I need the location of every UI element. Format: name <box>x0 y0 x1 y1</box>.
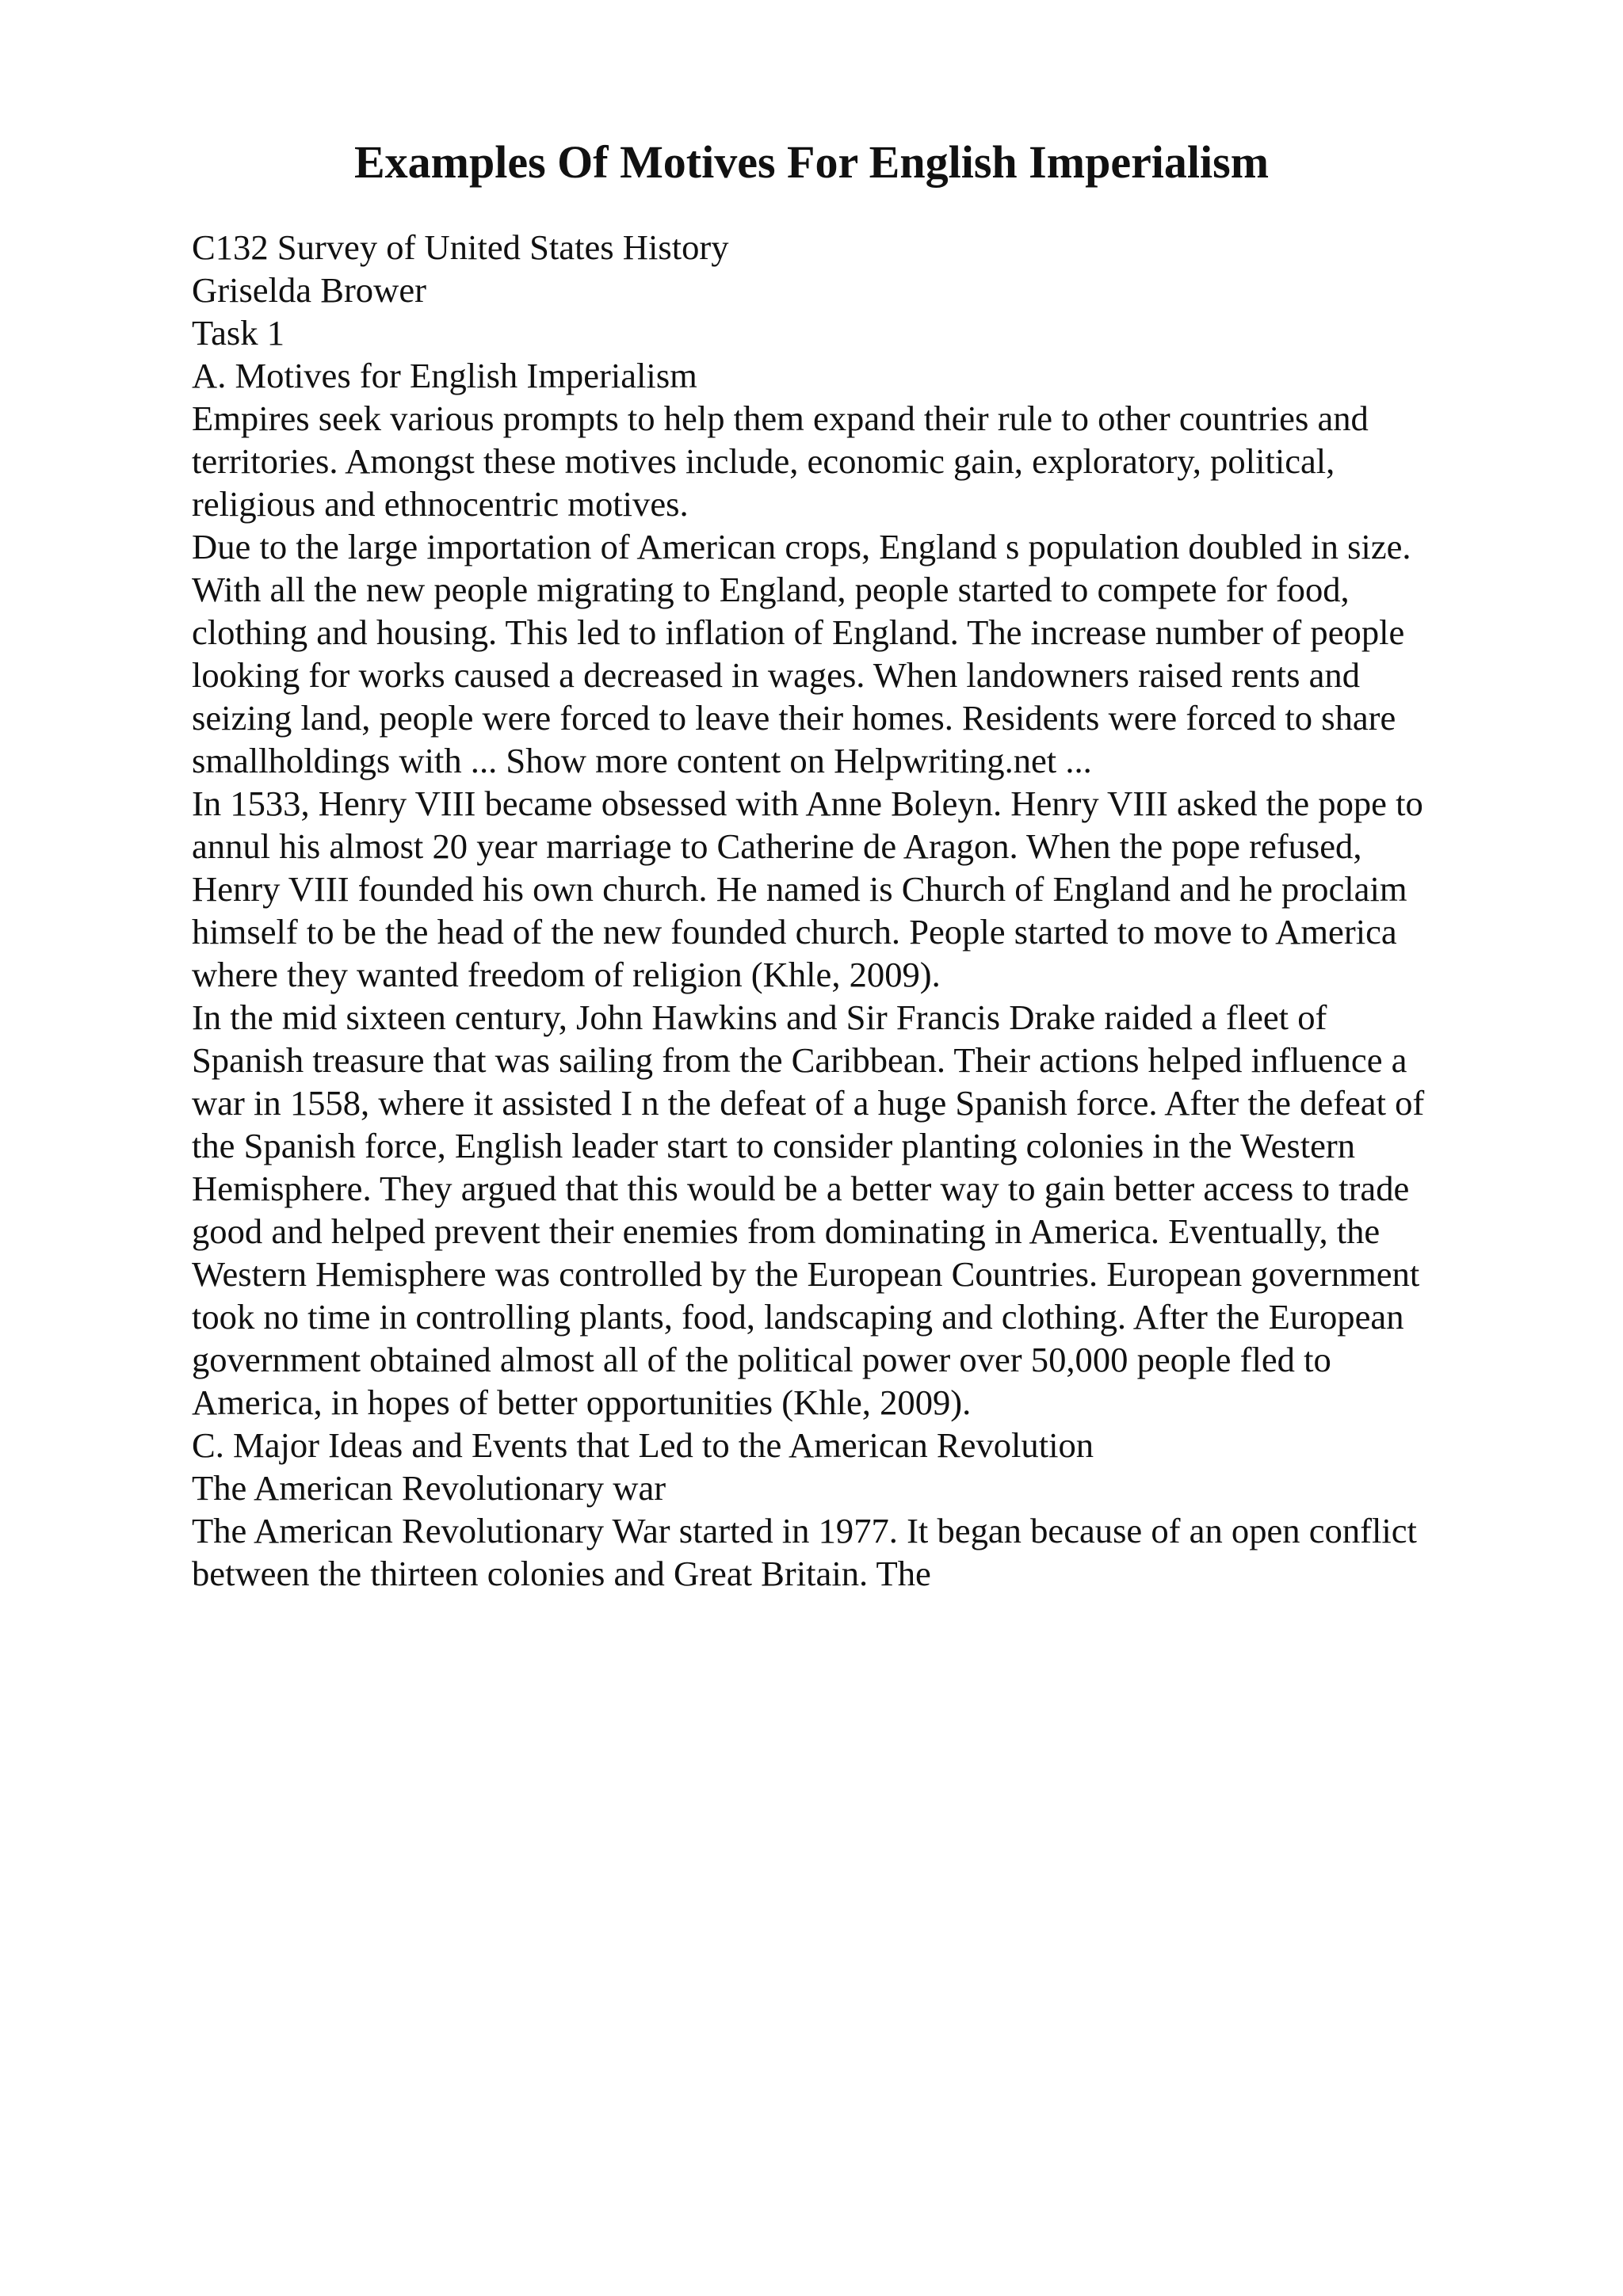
body-line: government obtained almost all of the political power over 50,000 people fled to <box>192 1340 1331 1379</box>
body-line: annul his almost 20 year marriage to Catherine de Aragon. When the pope refused, <box>192 826 1362 866</box>
subheading-line: The American Revolutionary war <box>192 1468 666 1508</box>
body-line: good and helped prevent their enemies from dominating in America. Eventually, the <box>192 1211 1381 1251</box>
body-line: territories. Amongst these motives include, economic gain, exploratory, political, <box>192 441 1335 481</box>
body-line: war in 1558, where it assisted I n the defeat of a huge Spanish force. After the defeat of <box>192 1083 1425 1123</box>
body-line: himself to be the head of the new founded church. People started to move to America <box>192 912 1397 952</box>
body-line: In 1533, Henry VIII became obsessed with Anne Boleyn. Henry VIII asked the pope to <box>192 784 1423 823</box>
body-line: The American Revolutionary War started in 1977. It began because of an open conflict <box>192 1511 1417 1550</box>
section-heading-a: A. Motives for English Imperialism <box>192 356 697 395</box>
course-line: C132 Survey of United States History <box>192 227 729 267</box>
body-line: seizing land, people were forced to leave their homes. Residents were forced to share <box>192 698 1396 738</box>
body-line: Spanish treasure that was sailing from the Caribbean. Their actions helped influence a <box>192 1040 1407 1080</box>
document-body <box>192 226 1491 1595</box>
body-line: In the mid sixteen century, John Hawkins and Sir Francis Drake raided a fleet of <box>192 997 1327 1037</box>
body-line: Empires seek various prompts to help them expand their rule to other countries and <box>192 399 1369 438</box>
body-line: between the thirteen colonies and Great Britain. The <box>192 1554 931 1593</box>
section-heading-c: C. Major Ideas and Events that Led to the American Revolution <box>192 1425 1094 1465</box>
body-line: the Spanish force, English leader start to consider planting colonies in the Western <box>192 1126 1356 1165</box>
body-line: Western Hemisphere was controlled by the European Countries. European government <box>192 1254 1420 1294</box>
task-line: Task 1 <box>192 313 285 353</box>
body-line: America, in hopes of better opportunities (Khle, 2009). <box>192 1383 972 1422</box>
document-title: Examples Of Motives For English Imperialism <box>353 136 1270 188</box>
body-line: Due to the large importation of American crops, England s population doubled in size. <box>192 527 1411 566</box>
body-line: With all the new people migrating to England, people started to compete for food, <box>192 570 1350 609</box>
body-line: Henry VIII founded his own church. He named is Church of England and he proclaim <box>192 869 1407 909</box>
author-line: Griselda Brower <box>192 270 426 310</box>
body-line: smallholdings with ... Show more content on Helpwriting.net ... <box>192 741 1092 780</box>
body-line: religious and ethnocentric motives. <box>192 484 689 524</box>
body-line: where they wanted freedom of religion (Khle, 2009). <box>192 955 941 994</box>
body-line: looking for works caused a decreased in wages. When landowners raised rents and <box>192 655 1360 695</box>
body-line: took no time in controlling plants, food, landscaping and clothing. After the European <box>192 1297 1404 1337</box>
body-line: clothing and housing. This led to inflation of England. The increase number of people <box>192 612 1405 652</box>
body-line: Hemisphere. They argued that this would be a better way to gain better access to trade <box>192 1169 1410 1208</box>
